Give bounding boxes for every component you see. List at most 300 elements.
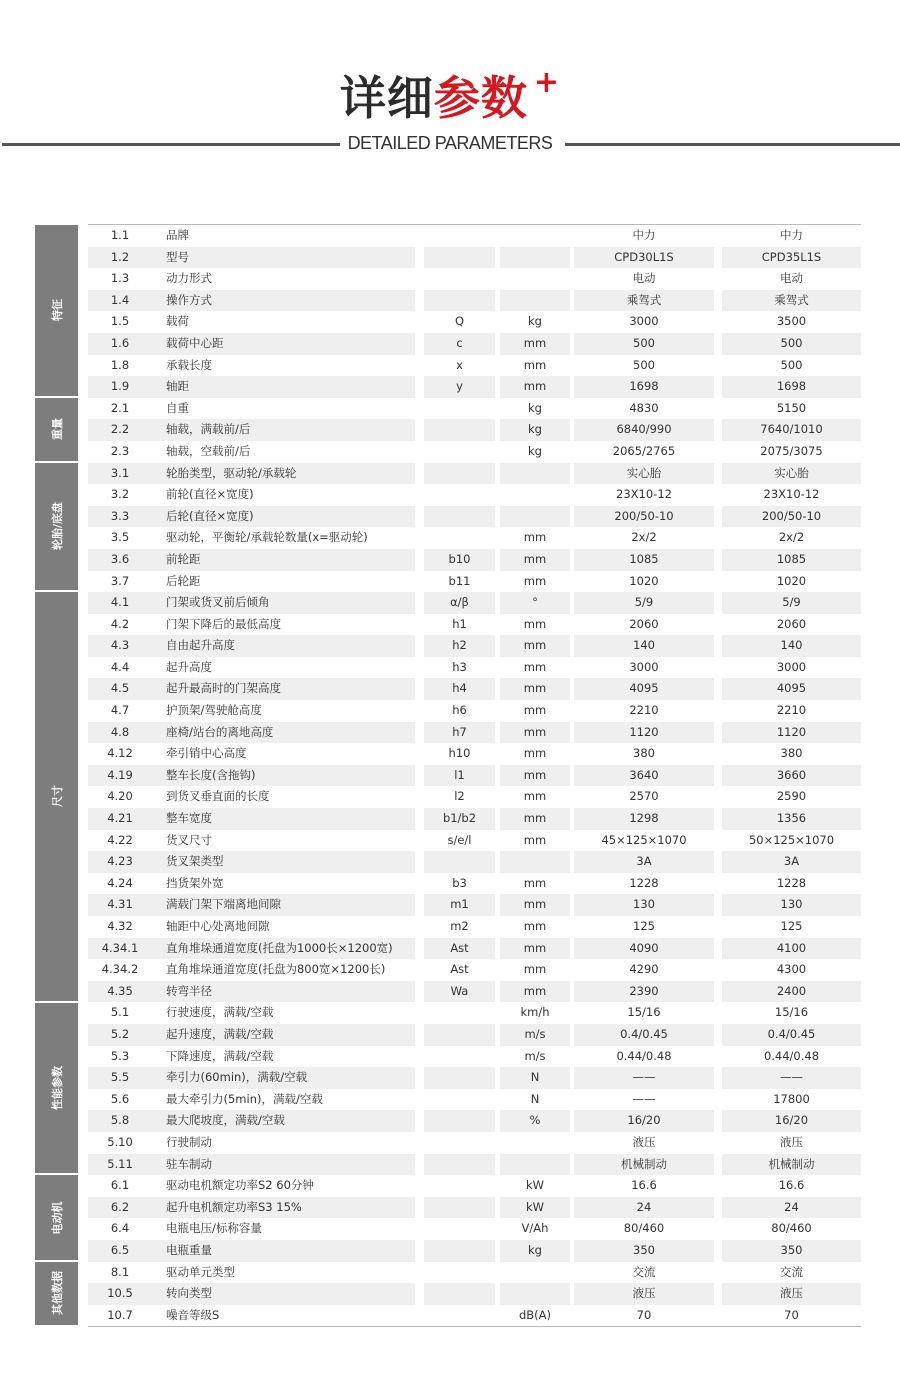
row-value-cpd30l1s: CPD30L1S [614,249,674,264]
table-row [88,1002,861,1024]
row-number: 5.5 [110,1070,130,1085]
row-number: 5.6 [110,1091,130,1106]
row-name: 驱动单元类型 [166,1264,235,1279]
spec-table [88,224,861,1327]
row-value-cpd35l1s: 4300 [776,962,807,977]
table-row [88,1218,861,1240]
row-unit: kg [528,1242,542,1257]
row-value-cpd35l1s: 3A [783,854,800,869]
row-symbol: c [456,335,463,350]
row-value-cpd30l1s: 2x/2 [631,530,657,545]
row-value-cpd35l1s: 4095 [776,681,807,696]
row-value-cpd30l1s: 1120 [629,724,659,739]
row-unit: m/s [524,1048,546,1063]
category-block [35,592,78,1002]
row-value-cpd35l1s: 1120 [776,724,807,739]
row-unit: kg [528,400,542,415]
table-row [88,1046,861,1068]
category-label: 电动机 [50,1201,64,1235]
table-row [88,1175,861,1197]
row-value-cpd30l1s: 1228 [629,875,659,890]
row-unit: mm [523,832,547,847]
row-symbol: b3 [452,875,467,890]
table-row [88,808,861,830]
row-name: 起升电机额定功率S3 15% [166,1199,302,1214]
row-value-cpd35l1s: 350 [780,1242,803,1257]
row-value-cpd35l1s: 380 [780,746,803,761]
row-number: 6.5 [110,1242,130,1257]
table-row [88,376,861,398]
row-number: 1.1 [110,228,130,242]
table-row [88,1197,861,1219]
row-value-cpd30l1s: 电动 [632,271,656,286]
row-value-cpd30l1s: 液压 [632,1134,656,1149]
row-value-cpd30l1s: 4830 [629,400,659,415]
plus-icon: + [533,65,561,100]
category-block [35,1262,78,1327]
row-number: 4.1 [110,595,130,610]
table-row [88,786,861,808]
table-row [88,830,861,852]
row-value-cpd35l1s: 0.4/0.45 [767,1026,816,1041]
row-number: 2.3 [110,443,130,458]
row-value-cpd30l1s: 45×125×1070 [601,832,687,847]
row-number: 3.3 [110,508,130,523]
row-value-cpd35l1s: 23X10-12 [763,487,820,502]
row-number: 4.5 [110,681,130,696]
table-row [88,506,861,528]
row-value-cpd35l1s: 3500 [776,314,807,329]
table-row [88,743,861,765]
row-value-cpd30l1s: 4090 [629,940,659,955]
row-symbol: h4 [452,681,467,696]
row-name: 前轮距 [166,551,201,566]
row-symbol: y [456,379,463,394]
table-row [88,463,861,485]
row-number: 3.1 [110,465,130,480]
row-value-cpd30l1s: 1298 [629,811,659,826]
row-value-cpd30l1s: 0.4/0.45 [620,1026,668,1041]
row-symbol: l1 [454,767,465,782]
row-unit: mm [523,551,547,566]
row-value-cpd35l1s: 5150 [776,400,807,415]
row-value-cpd35l1s: 1228 [776,875,807,890]
row-symbol: l2 [454,789,465,804]
table-row [88,851,861,873]
row-symbol: m2 [450,919,469,933]
row-value-cpd35l1s: 500 [780,335,803,350]
table-row [88,571,861,593]
category-label: 尺寸 [50,785,64,808]
row-value-cpd30l1s: 乘驾式 [626,292,662,307]
row-number: 4.24 [107,875,133,890]
row-value-cpd30l1s: 0.44/0.48 [616,1048,672,1063]
table-row [88,700,861,722]
row-number: 4.4 [110,659,130,674]
row-name: 驻车制动 [166,1156,212,1171]
row-value-cpd35l1s: 机械制动 [768,1156,815,1171]
row-unit: mm [523,379,547,394]
row-number: 4.34.2 [101,962,139,977]
row-number: 5.8 [110,1113,130,1128]
row-value-cpd30l1s: 交流 [632,1264,656,1279]
row-unit: mm [523,875,547,890]
row-number: 1.5 [110,314,130,329]
row-unit: mm [523,811,547,826]
row-number: 6.1 [110,1178,130,1193]
table-row [88,1283,861,1305]
row-name: 动力形式 [166,271,212,286]
row-name: 轮胎类型，驱动轮/承载轮 [166,465,297,480]
table-row [88,527,861,549]
table-row [88,355,861,377]
row-unit: dB(A) [518,1307,552,1322]
row-value-cpd30l1s: 380 [633,746,655,761]
row-value-cpd30l1s: 4095 [629,681,659,696]
row-number: 4.2 [110,616,130,631]
row-number: 4.3 [110,638,130,653]
table-row [88,247,861,269]
row-value-cpd30l1s: 6840/990 [616,422,672,437]
row-symbol: h1 [452,616,467,631]
row-number: 4.34.1 [101,940,139,955]
row-unit: kW [525,1199,545,1214]
row-value-cpd30l1s: 中力 [632,228,656,242]
row-number: 1.2 [110,249,130,264]
row-name: 承载长度 [166,357,212,372]
row-name: 驱动电机额定功率S2 60分钟 [166,1178,314,1193]
title-dark: 详细 [339,71,434,125]
row-name: 货叉尺寸 [166,832,212,847]
row-value-cpd30l1s: 80/460 [623,1221,665,1236]
row-symbol: x [456,357,463,372]
row-number: 4.7 [110,703,130,718]
row-number: 3.7 [110,573,130,588]
row-name: 货叉架类型 [166,854,224,869]
row-value-cpd30l1s: 2570 [629,789,659,804]
table-row [88,1154,861,1176]
row-number: 4.32 [107,919,133,933]
row-unit: mm [523,703,547,718]
row-name: 电瓶重量 [166,1242,212,1257]
table-row [88,398,861,420]
row-number: 1.6 [110,335,130,350]
row-unit: mm [523,638,547,653]
table-row [88,722,861,744]
row-name: 门架下降后的最低高度 [166,616,281,631]
row-name: 满载门架下端离地间隙 [166,897,281,912]
category-block [35,1175,78,1261]
table-row [88,635,861,657]
row-symbol: Q [454,314,465,329]
page-header [0,0,900,200]
row-value-cpd30l1s: 2210 [629,703,659,718]
row-value-cpd35l1s: 125 [780,919,803,933]
row-number: 10.7 [107,1307,133,1322]
row-symbol: h6 [452,703,467,718]
row-name: 到货叉垂直面的长度 [166,789,270,804]
row-unit: mm [523,767,547,782]
category-label: 其他数据 [50,1271,64,1316]
row-value-cpd35l1s: 500 [780,357,803,372]
row-name: 后轮(直径×宽度) [166,508,254,523]
table-row [88,657,861,679]
page-subtitle: DETAILED PARAMETERS [347,133,553,153]
row-value-cpd30l1s: 1698 [629,379,659,394]
table-row [88,894,861,916]
row-value-cpd35l1s: 0.44/0.48 [763,1048,820,1063]
row-value-cpd30l1s: 2065/2765 [612,443,676,458]
row-value-cpd35l1s: 1698 [776,379,807,394]
row-value-cpd35l1s: 液压 [780,1134,803,1149]
row-value-cpd30l1s: 2390 [629,983,659,998]
row-number: 4.22 [107,832,133,847]
row-symbol: b1/b2 [442,811,477,826]
row-value-cpd30l1s: 70 [636,1307,652,1322]
row-unit: kg [528,443,542,458]
row-number: 2.2 [110,422,130,437]
row-number: 10.5 [107,1286,133,1301]
row-number: 5.3 [110,1048,130,1063]
row-value-cpd35l1s: 2060 [776,616,807,631]
row-name: 转向类型 [166,1286,212,1301]
row-number: 5.1 [110,1005,130,1020]
row-value-cpd35l1s: 7640/1010 [760,422,823,437]
row-value-cpd35l1s: 1020 [776,573,807,588]
row-unit: N [530,1091,540,1106]
row-value-cpd30l1s: 机械制动 [621,1156,667,1171]
row-name: 载荷中心距 [166,335,224,350]
table-row [88,225,861,247]
row-name: 轴载，满载前/后 [166,422,251,437]
row-value-cpd30l1s: 1085 [629,551,659,566]
row-symbol: b11 [448,573,471,588]
table-row [88,678,861,700]
row-symbol: h2 [452,638,467,653]
row-value-cpd30l1s: 3000 [629,314,659,329]
row-value-cpd35l1s: 70 [784,1307,799,1322]
table-row [88,614,861,636]
row-unit: mm [523,746,547,761]
row-value-cpd35l1s: —— [780,1070,803,1085]
row-number: 6.4 [110,1221,130,1236]
row-unit: mm [523,962,547,977]
row-value-cpd30l1s: 500 [633,357,655,372]
row-number: 4.35 [107,983,133,998]
row-value-cpd35l1s: 实心胎 [774,465,809,480]
row-name: 牵引力(60min)，满载/空载 [166,1070,308,1085]
row-name: 整车宽度 [166,811,212,826]
table-row [88,873,861,895]
row-name: 直角堆垛通道宽度(托盘为1000长×1200宽) [166,940,393,955]
row-value-cpd35l1s: 2x/2 [778,530,805,545]
table-row [88,981,861,1003]
row-value-cpd30l1s: —— [632,1070,656,1085]
row-number: 4.21 [107,811,133,826]
row-value-cpd35l1s: CPD35L1S [761,249,822,264]
table-row [88,916,861,938]
row-symbol: h7 [452,724,467,739]
row-number: 4.12 [107,746,133,761]
category-block [35,463,78,593]
row-unit: mm [523,530,547,545]
row-value-cpd35l1s: 3000 [776,659,807,674]
row-unit: mm [523,724,547,739]
row-name: 门架或货叉前后倾角 [166,595,270,610]
row-unit: mm [523,573,547,588]
table-row [88,1240,861,1262]
row-value-cpd35l1s: 5/9 [782,595,801,610]
row-number: 1.3 [110,271,130,286]
row-number: 5.2 [110,1026,130,1041]
row-name: 操作方式 [166,292,212,307]
row-name: 起升最高时的门架高度 [166,681,281,696]
row-number: 3.6 [110,551,130,566]
row-number: 4.19 [107,767,133,782]
table-row [88,1110,861,1132]
row-number: 3.2 [110,487,130,502]
row-number: 1.8 [110,357,130,372]
row-value-cpd30l1s: 5/9 [634,595,654,610]
table-row [88,441,861,463]
row-value-cpd35l1s: 16.6 [778,1178,805,1193]
row-symbol: Ast [450,962,469,977]
row-name: 起升速度，满载/空载 [166,1026,274,1041]
table-row [88,938,861,960]
row-name: 电瓶电压/标称容量 [166,1221,262,1236]
row-value-cpd35l1s: 15/16 [774,1005,809,1020]
row-number: 2.1 [110,400,130,415]
row-name: 最大牵引力(5min)，满载/空载 [166,1091,323,1106]
row-unit: mm [523,335,547,350]
category-label: 特征 [50,299,64,322]
row-symbol: α/β [450,595,469,610]
row-name: 型号 [166,249,189,264]
row-value-cpd30l1s: 200/50-10 [614,508,674,523]
row-value-cpd35l1s: 2400 [776,983,807,998]
row-name: 直角堆垛通道宽度(托盘为800宽×1200长) [166,962,386,977]
row-name: 座椅/站台的离地高度 [166,724,274,739]
table-row [88,1067,861,1089]
row-name: 轴载，空载前/后 [166,443,251,458]
row-unit: m/s [524,1026,546,1041]
row-unit: km/h [520,1005,550,1020]
row-value-cpd30l1s: 125 [633,919,655,933]
row-value-cpd30l1s: 3640 [629,767,659,782]
row-value-cpd35l1s: 24 [784,1199,799,1214]
row-value-cpd30l1s: 23X10-12 [616,487,672,502]
row-number: 6.2 [110,1199,130,1214]
row-value-cpd35l1s: 16/20 [774,1113,809,1128]
row-unit: kg [528,422,542,437]
table-row [88,484,861,506]
row-value-cpd30l1s: 3A [636,854,652,869]
row-value-cpd30l1s: 4290 [629,962,659,977]
table-row [88,290,861,312]
row-value-cpd35l1s: 2590 [776,789,807,804]
row-number: 4.23 [107,854,133,869]
row-value-cpd30l1s: 350 [633,1242,655,1257]
row-value-cpd35l1s: 50×125×1070 [748,832,835,847]
row-value-cpd35l1s: 2210 [776,703,807,718]
row-name: 轴距 [166,379,189,394]
table-row [88,311,861,333]
row-value-cpd35l1s: 交流 [780,1264,803,1279]
row-number: 4.20 [107,789,133,804]
row-value-cpd30l1s: 130 [633,897,655,912]
row-value-cpd35l1s: 4100 [776,940,807,955]
row-unit: mm [523,983,547,998]
row-value-cpd35l1s: 140 [780,638,803,653]
row-symbol: h10 [448,746,471,761]
row-number: 1.9 [110,379,130,394]
row-unit: % [529,1113,541,1128]
row-unit: kg [528,314,542,329]
row-value-cpd35l1s: 200/50-10 [761,508,822,523]
row-unit: mm [523,659,547,674]
row-name: 行驶速度，满载/空载 [166,1005,274,1020]
row-symbol: b10 [448,551,471,566]
row-name: 驱动轮，平衡轮/承载轮数量(x=驱动轮) [166,530,368,545]
row-value-cpd30l1s: —— [632,1091,656,1106]
row-value-cpd35l1s: 中力 [780,228,803,242]
row-value-cpd30l1s: 1020 [629,573,659,588]
row-value-cpd30l1s: 140 [633,638,655,653]
row-symbol: m1 [450,897,469,912]
row-name: 自重 [166,400,189,415]
row-value-cpd35l1s: 3660 [776,767,807,782]
row-name: 自由起升高度 [166,638,235,653]
category-block [35,225,78,398]
category-label: 重量 [50,418,64,441]
row-name: 前轮(直径×宽度) [166,487,254,502]
table-row [88,1262,861,1284]
row-value-cpd35l1s: 乘驾式 [774,292,809,307]
category-block [35,1003,78,1176]
title-red: 参数 [433,71,528,125]
row-value-cpd35l1s: 2075/3075 [760,443,823,458]
category-label: 轮胎/底盘 [50,502,64,551]
table-row [88,268,861,290]
row-name: 品牌 [166,228,189,242]
row-number: 4.31 [107,897,133,912]
table-row [88,592,861,614]
table-row [88,1132,861,1154]
row-number: 1.4 [110,292,130,307]
row-number: 5.11 [107,1156,133,1171]
row-number: 8.1 [110,1264,130,1279]
row-name: 后轮距 [166,573,201,588]
row-value-cpd35l1s: 80/460 [771,1221,812,1236]
table-row [88,1305,861,1327]
table-row [88,1024,861,1046]
row-value-cpd30l1s: 500 [633,335,655,350]
row-value-cpd30l1s: 液压 [632,1286,656,1301]
page-title [0,65,900,133]
row-value-cpd30l1s: 16/20 [627,1113,661,1128]
row-symbol: h3 [452,659,467,674]
row-value-cpd30l1s: 16.6 [631,1178,657,1193]
row-unit: ° [532,595,538,610]
category-label: 性能参数 [50,1065,64,1110]
row-unit: mm [523,357,547,372]
row-unit: mm [523,897,547,912]
row-name: 噪音等级S [166,1307,220,1322]
row-name: 挡货架外宽 [166,875,224,890]
category-block [35,398,78,463]
row-value-cpd30l1s: 2060 [629,616,659,631]
row-name: 下降速度，满载/空载 [166,1048,274,1063]
